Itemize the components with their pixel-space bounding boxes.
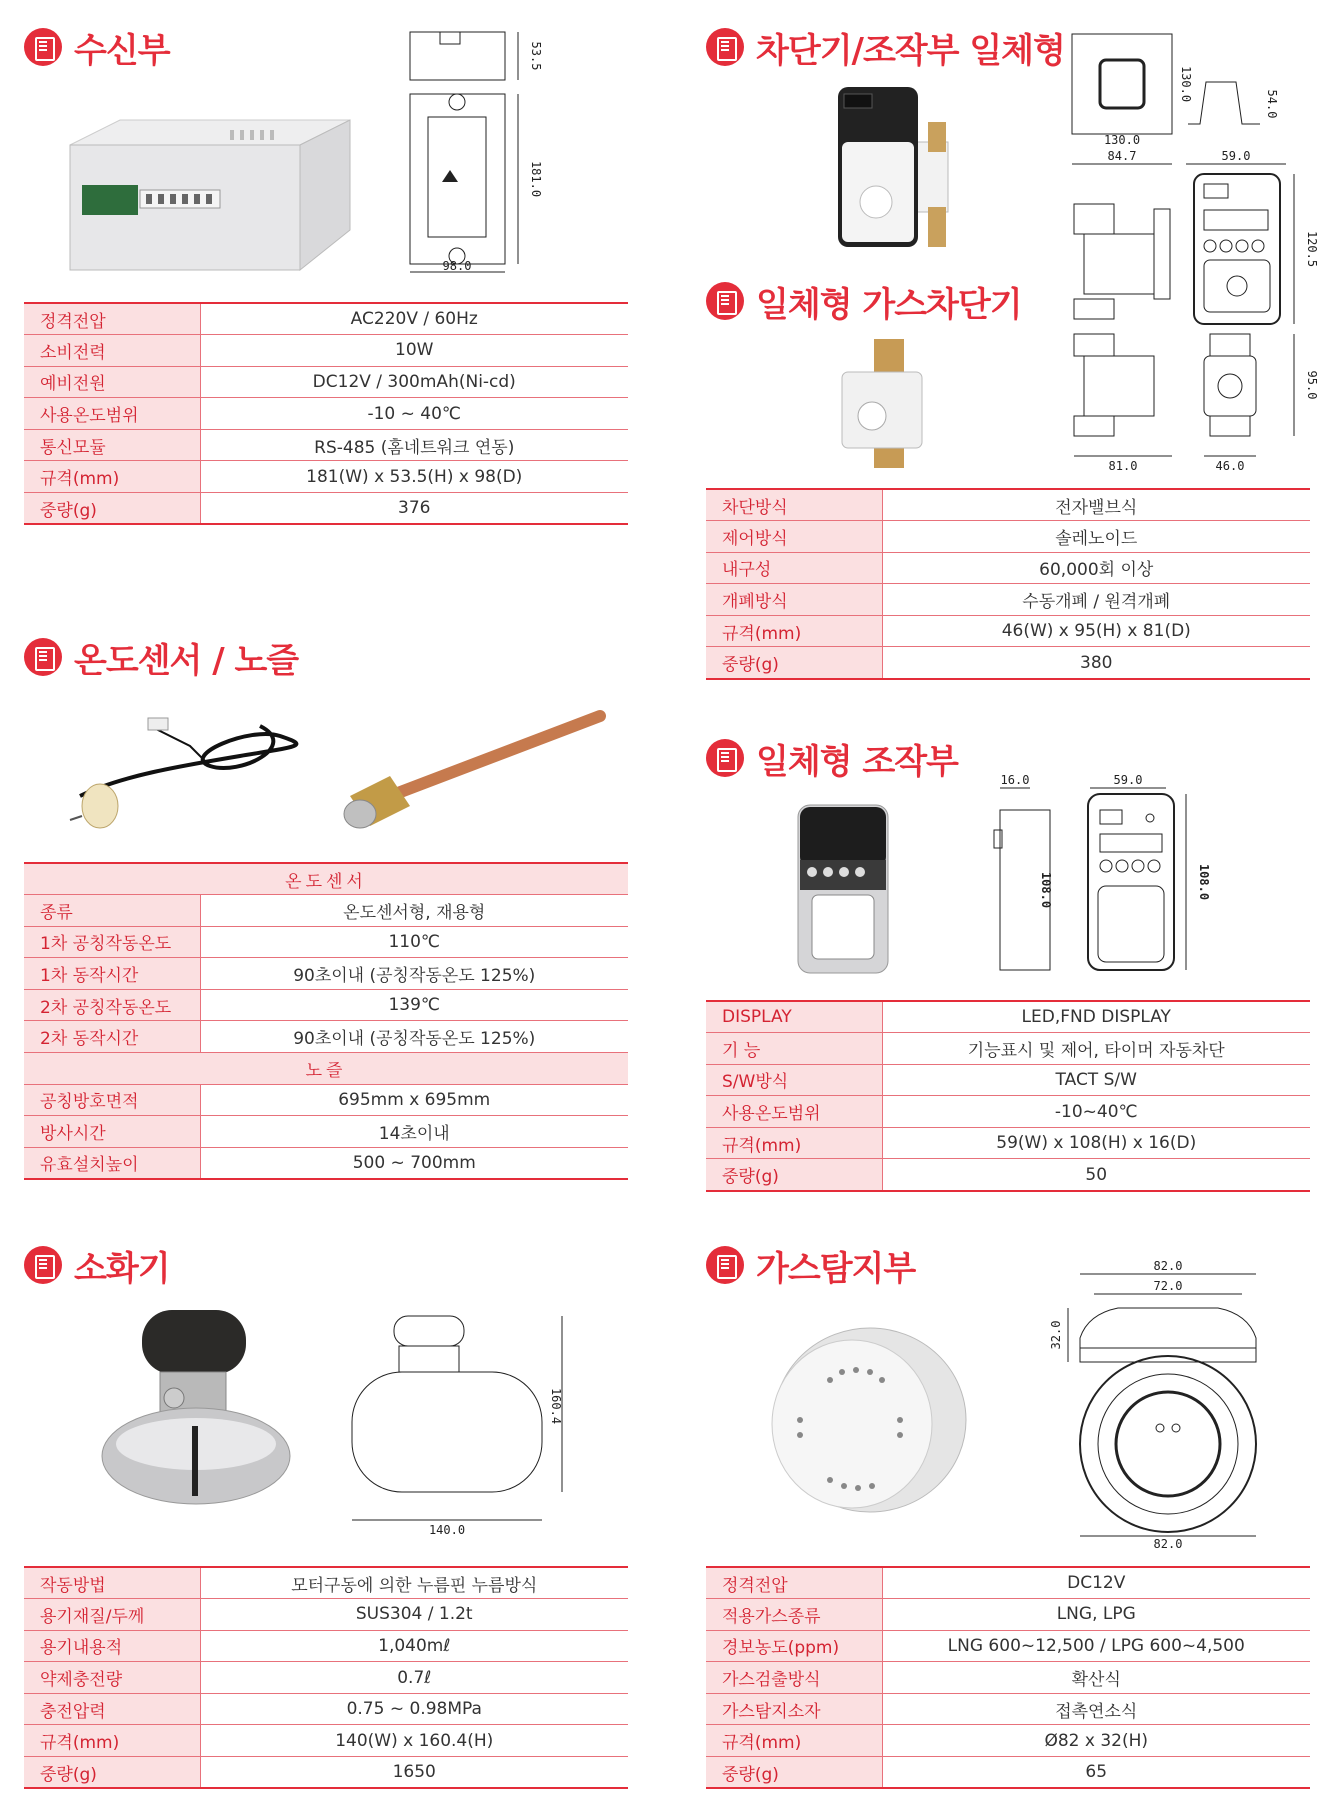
- table-row: [24, 1693, 628, 1725]
- spec-value: 59(W) x 108(H) x 16(D): [882, 1127, 1310, 1159]
- spec-label: 가스탐지소자: [706, 1693, 882, 1725]
- spec-value: LNG, LPG: [882, 1599, 1310, 1631]
- document-icon: [706, 1246, 744, 1284]
- table-row: [24, 366, 628, 398]
- spec-label: 제어방식: [706, 521, 882, 553]
- gas-breaker-spec-table: [706, 488, 1310, 680]
- spec-label: 중량(g): [24, 1757, 200, 1789]
- temp-sensor-heading: [24, 634, 298, 680]
- extinguisher-photo: [96, 1306, 296, 1506]
- spec-value: TACT S/W: [882, 1064, 1310, 1096]
- table-row: [24, 335, 628, 367]
- document-icon: [24, 1246, 62, 1284]
- spec-value: 수동개폐 / 원격개폐: [882, 584, 1310, 616]
- breaker-combo-drawing: [1060, 24, 1319, 474]
- spec-value: 376: [200, 493, 628, 525]
- dimension-label: 108.0: [1197, 863, 1211, 901]
- extinguisher-spec-table: [24, 1566, 628, 1789]
- table-row: [24, 461, 628, 493]
- spec-label: 개폐방식: [706, 584, 882, 616]
- extinguisher-drawing: [344, 1306, 584, 1556]
- spec-label: 1차 동작시간: [24, 958, 200, 990]
- spec-label: 정격전압: [706, 1567, 882, 1599]
- receiver-heading: [24, 24, 170, 70]
- dimension-label: 81.0: [1108, 459, 1138, 473]
- gas-breaker-title: 일체형 가스차단기: [756, 284, 1022, 325]
- spec-value: 139℃: [200, 989, 628, 1021]
- spec-label: 소비전력: [24, 335, 200, 367]
- dimension-label: 95.0: [1305, 370, 1319, 400]
- temp-sensor-photo: [60, 706, 320, 846]
- spec-value: 60,000회 이상: [882, 552, 1310, 584]
- spec-label: 규격(mm): [706, 1127, 882, 1159]
- gas-detector-photo: [760, 1320, 970, 1520]
- dimension-label: 46.0: [1215, 459, 1245, 473]
- table-row: [706, 552, 1310, 584]
- spec-label: 정격전압: [24, 303, 200, 335]
- spec-value: 1650: [200, 1757, 628, 1789]
- document-icon: [706, 282, 744, 320]
- breaker-combo-title: 차단기/조작부 일체형: [756, 30, 1065, 71]
- table-row: [706, 1630, 1310, 1662]
- table-row: [24, 926, 628, 958]
- control-unit-heading: [706, 735, 958, 781]
- dimension-label: 181.0: [529, 160, 543, 198]
- dimension-label: 72.0: [1153, 1279, 1183, 1293]
- table-row: [706, 1096, 1310, 1128]
- temp-sensor-spec-table: [24, 862, 628, 1180]
- spec-label: 방사시간: [24, 1116, 200, 1148]
- spec-label: 사용온도범위: [706, 1096, 882, 1128]
- spec-label: 종류: [24, 895, 200, 927]
- spec-value: 기능표시 및 제어, 타이머 자동차단: [882, 1033, 1310, 1065]
- receiver-drawing: [400, 22, 560, 282]
- spec-label: 내구성: [706, 552, 882, 584]
- table-row: [24, 1084, 628, 1116]
- table-row: [706, 1033, 1310, 1065]
- dimension-label: 84.7: [1107, 149, 1137, 163]
- spec-value: 50: [882, 1159, 1310, 1191]
- control-unit-drawing: [990, 770, 1230, 980]
- table-row: [706, 615, 1310, 647]
- dimension-label: 98.0: [442, 259, 472, 273]
- control-unit-title: 일체형 조작부: [756, 741, 958, 782]
- spec-label: 중량(g): [706, 1159, 882, 1191]
- spec-value: 14초이내: [200, 1116, 628, 1148]
- table-row: [706, 1757, 1310, 1789]
- extinguisher-heading: [24, 1242, 170, 1288]
- spec-label: 가스검출방식: [706, 1662, 882, 1694]
- gas-detector-spec-table: [706, 1566, 1310, 1789]
- dimension-label: 59.0: [1113, 773, 1143, 787]
- spec-value: 1,040mℓ: [200, 1630, 628, 1662]
- dimension-label: 59.0: [1221, 149, 1251, 163]
- spec-value: LED,FND DISPLAY: [882, 1001, 1310, 1033]
- document-icon: [24, 638, 62, 676]
- spec-label: S/W방식: [706, 1064, 882, 1096]
- table-row: [24, 1567, 628, 1599]
- extinguisher-title: 소화기: [74, 1248, 170, 1289]
- spec-label: 경보농도(ppm): [706, 1630, 882, 1662]
- dimension-label: 108.0: [1039, 871, 1053, 909]
- table-row: [24, 1630, 628, 1662]
- spec-value: 모터구동에 의한 누름핀 누름방식: [200, 1567, 628, 1599]
- breaker-combo-heading: [706, 24, 1065, 70]
- receiver-spec-table: [24, 302, 628, 525]
- spec-value: 전자밸브식: [882, 489, 1310, 521]
- spec-value: 솔레노이드: [882, 521, 1310, 553]
- dimension-label: 82.0: [1153, 1259, 1183, 1273]
- spec-label: 기 능: [706, 1033, 882, 1065]
- spec-label: 중량(g): [24, 493, 200, 525]
- spec-label: 예비전원: [24, 366, 200, 398]
- spec-value: 46(W) x 95(H) x 81(D): [882, 615, 1310, 647]
- spec-value: -10~40℃: [882, 1096, 1310, 1128]
- table-row: [706, 1599, 1310, 1631]
- table-row: [24, 863, 628, 895]
- table-row: [24, 1599, 628, 1631]
- spec-label: 사용온도범위: [24, 398, 200, 430]
- table-row: [706, 1159, 1310, 1191]
- gas-breaker-photo: [832, 334, 932, 474]
- table-row: [24, 303, 628, 335]
- spec-value: 500 ~ 700mm: [200, 1147, 628, 1179]
- dimension-label: 53.5: [529, 41, 543, 71]
- table-row: [706, 521, 1310, 553]
- dimension-label: 160.4: [549, 1387, 563, 1425]
- spec-value: 110℃: [200, 926, 628, 958]
- table-row: [706, 647, 1310, 679]
- control-unit-photo: [790, 800, 900, 980]
- spec-value: 10W: [200, 335, 628, 367]
- spec-label: DISPLAY: [706, 1001, 882, 1033]
- breaker-combo-photo: [828, 82, 958, 257]
- document-icon: [24, 28, 62, 66]
- spec-value: 181(W) x 53.5(H) x 98(D): [200, 461, 628, 493]
- spec-value: SUS304 / 1.2t: [200, 1599, 628, 1631]
- table-row: [706, 1725, 1310, 1757]
- spec-value: 90초이내 (공칭작동온도 125%): [200, 1021, 628, 1053]
- spec-value: DC12V / 300mAh(Ni-cd): [200, 366, 628, 398]
- spec-value: 140(W) x 160.4(H): [200, 1725, 628, 1757]
- spec-label: 충전압력: [24, 1693, 200, 1725]
- table-row: [706, 1693, 1310, 1725]
- spec-value: -10 ~ 40℃: [200, 398, 628, 430]
- document-icon: [706, 28, 744, 66]
- gas-detector-title: 가스탐지부: [756, 1248, 916, 1289]
- dimension-label: 130.0: [1179, 65, 1193, 103]
- dimension-label: 54.0: [1265, 89, 1279, 119]
- spec-value: 온도센서형, 재용형: [200, 895, 628, 927]
- spec-label: 규격(mm): [24, 461, 200, 493]
- spec-label: 용기재질/두께: [24, 1599, 200, 1631]
- table-row: [24, 1053, 628, 1085]
- dimension-label: 16.0: [1000, 773, 1030, 787]
- table-row: [24, 989, 628, 1021]
- spec-label: 통신모듈: [24, 429, 200, 461]
- spec-label: 2차 동작시간: [24, 1021, 200, 1053]
- spec-value: AC220V / 60Hz: [200, 303, 628, 335]
- spec-label: 작동방법: [24, 1567, 200, 1599]
- table-row: [706, 1001, 1310, 1033]
- gas-breaker-heading: [706, 278, 1022, 324]
- table-row: [24, 1116, 628, 1148]
- spec-value: 0.7ℓ: [200, 1662, 628, 1694]
- table-row: [24, 1662, 628, 1694]
- spec-label: 중량(g): [706, 1757, 882, 1789]
- spec-label: 규격(mm): [24, 1725, 200, 1757]
- spec-label: 약제충전량: [24, 1662, 200, 1694]
- spec-value: DC12V: [882, 1567, 1310, 1599]
- spec-label: 유효설치높이: [24, 1147, 200, 1179]
- nozzle-photo: [330, 706, 610, 846]
- dimension-label: 140.0: [428, 1523, 466, 1537]
- table-row: [706, 584, 1310, 616]
- table-row: [706, 1662, 1310, 1694]
- table-row: [24, 398, 628, 430]
- spec-value: 380: [882, 647, 1310, 679]
- table-row: [706, 1127, 1310, 1159]
- spec-label: 규격(mm): [706, 615, 882, 647]
- spec-value: 695mm x 695mm: [200, 1084, 628, 1116]
- spec-label: 적용가스종류: [706, 1599, 882, 1631]
- document-icon: [706, 739, 744, 777]
- spec-value: RS-485 (홈네트워크 연동): [200, 429, 628, 461]
- temp-sensor-title: 온도센서 / 노즐: [74, 640, 299, 681]
- table-row: [24, 1725, 628, 1757]
- dimension-label: 82.0: [1153, 1537, 1183, 1551]
- spec-value: 접촉연소식: [882, 1693, 1310, 1725]
- spec-value: 90초이내 (공칭작동온도 125%): [200, 958, 628, 990]
- spec-label: 중량(g): [706, 647, 882, 679]
- table-row: [706, 1064, 1310, 1096]
- spec-value: Ø82 x 32(H): [882, 1725, 1310, 1757]
- spec-label: 규격(mm): [706, 1725, 882, 1757]
- spec-subheader: 온도센서: [24, 863, 628, 895]
- spec-value: 65: [882, 1757, 1310, 1789]
- control-unit-spec-table: [706, 1000, 1310, 1192]
- spec-label: 공칭방호면적: [24, 1084, 200, 1116]
- dimension-label: 120.5: [1305, 230, 1319, 268]
- table-row: [706, 489, 1310, 521]
- table-row: [24, 895, 628, 927]
- receiver-title: 수신부: [74, 30, 170, 71]
- table-row: [24, 429, 628, 461]
- table-row: [24, 958, 628, 990]
- spec-subheader: 노즐: [24, 1053, 628, 1085]
- spec-label: 차단방식: [706, 489, 882, 521]
- spec-value: 확산식: [882, 1662, 1310, 1694]
- dimension-label: 130.0: [1103, 133, 1141, 147]
- dimension-label: 32.0: [1049, 1320, 1063, 1350]
- spec-label: 1차 공칭작동온도: [24, 926, 200, 958]
- spec-value: 0.75 ~ 0.98MPa: [200, 1693, 628, 1725]
- gas-detector-heading: [706, 1242, 915, 1288]
- spec-label: 용기내용적: [24, 1630, 200, 1662]
- spec-value: LNG 600~12,500 / LPG 600~4,500: [882, 1630, 1310, 1662]
- table-row: [24, 493, 628, 525]
- table-row: [706, 1567, 1310, 1599]
- table-row: [24, 1147, 628, 1179]
- spec-label: 2차 공칭작동온도: [24, 989, 200, 1021]
- gas-detector-drawing: [1048, 1258, 1268, 1551]
- receiver-photo: [60, 110, 360, 280]
- table-row: [24, 1757, 628, 1789]
- table-row: [24, 1021, 628, 1053]
